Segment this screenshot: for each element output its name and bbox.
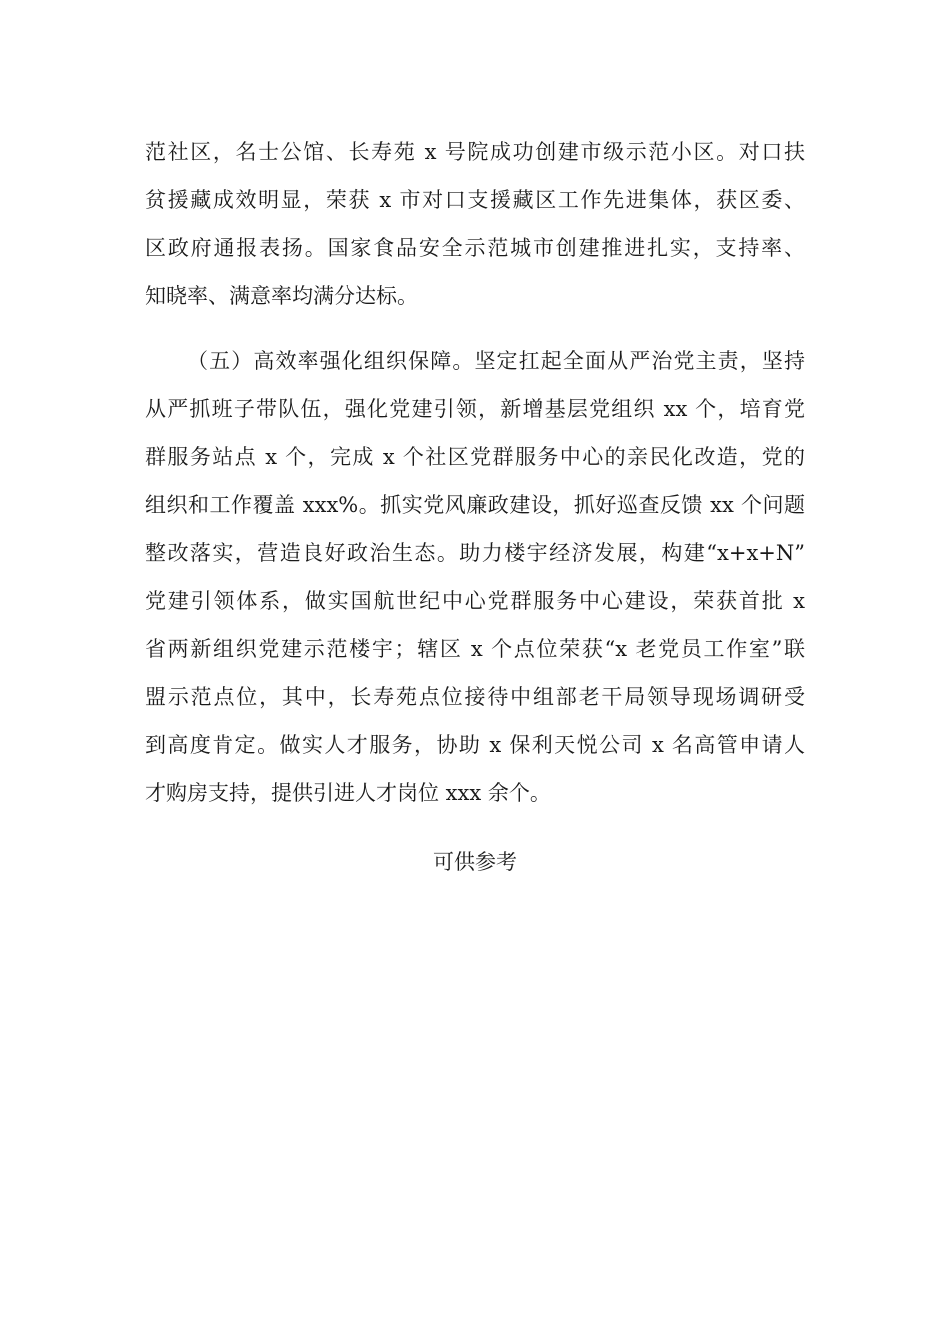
- paragraph-text: （五）高效率强化组织保障。坚定扛起全面从严治党主责，坚持: [187, 349, 805, 373]
- paragraph-text: 盟示范点位，其中，长寿苑点位接待中组部老干局领导现场调研受: [145, 685, 805, 709]
- paragraph-2-line-7: [0, 629, 950, 669]
- paragraph-text: 从严抓班子带队伍，强化党建引领，新增基层党组织 xx 个，培育党: [145, 397, 805, 421]
- paragraph-text: 贫援藏成效明显，荣获 x 市对口支援藏区工作先进集体，获区委、: [145, 188, 805, 212]
- paragraph-2-line-3: [0, 437, 950, 477]
- paragraph-2-line-10: [0, 773, 950, 813]
- paragraph-text: 范社区，名士公馆、长寿苑 x 号院成功创建市级示范小区。对口扶: [145, 140, 805, 164]
- paragraph-2-line-9: [0, 725, 950, 765]
- paragraph-1-line-2: [0, 180, 950, 220]
- paragraph-2-line-5: [0, 533, 950, 573]
- paragraph-2-line-8: [0, 677, 950, 717]
- paragraph-2-line-1: [0, 341, 950, 381]
- paragraph-text: 党建引领体系，做实国航世纪中心党群服务中心建设，荣获首批 x: [145, 589, 805, 613]
- paragraph-text: 群服务站点 x 个，完成 x 个社区党群服务中心的亲民化改造，党的: [145, 445, 805, 469]
- paragraph-text: 到高度肯定。做实人才服务，协助 x 保利天悦公司 x 名高管申请人: [145, 733, 805, 757]
- paragraph-text: 才购房支持，提供引进人才岗位 xxx 余个。: [145, 781, 551, 805]
- paragraph-text: 知晓率、满意率均满分达标。: [145, 284, 418, 308]
- paragraph-1-line-3: [0, 228, 950, 268]
- footer-note: 可供参考: [433, 850, 517, 874]
- paragraph-text: 组织和工作覆盖 xxx%。抓实党风廉政建设，抓好巡查反馈 xx 个问题: [145, 493, 805, 517]
- paragraph-2-line-4: [0, 485, 950, 525]
- paragraph-text: 省两新组织党建示范楼宇；辖区 x 个点位荣获“x 老党员工作室”联: [145, 637, 805, 661]
- paragraph-2-line-6: [0, 581, 950, 621]
- paragraph-1-line-4: [0, 276, 950, 316]
- paragraph-text: 整改落实，营造良好政治生态。助力楼宇经济发展，构建“x+x+N”: [145, 541, 805, 565]
- paragraph-2-line-2: [0, 389, 950, 429]
- paragraph-1-line-1: [0, 132, 950, 172]
- paragraph-text: 区政府通报表扬。国家食品安全示范城市创建推进扎实，支持率、: [145, 236, 805, 260]
